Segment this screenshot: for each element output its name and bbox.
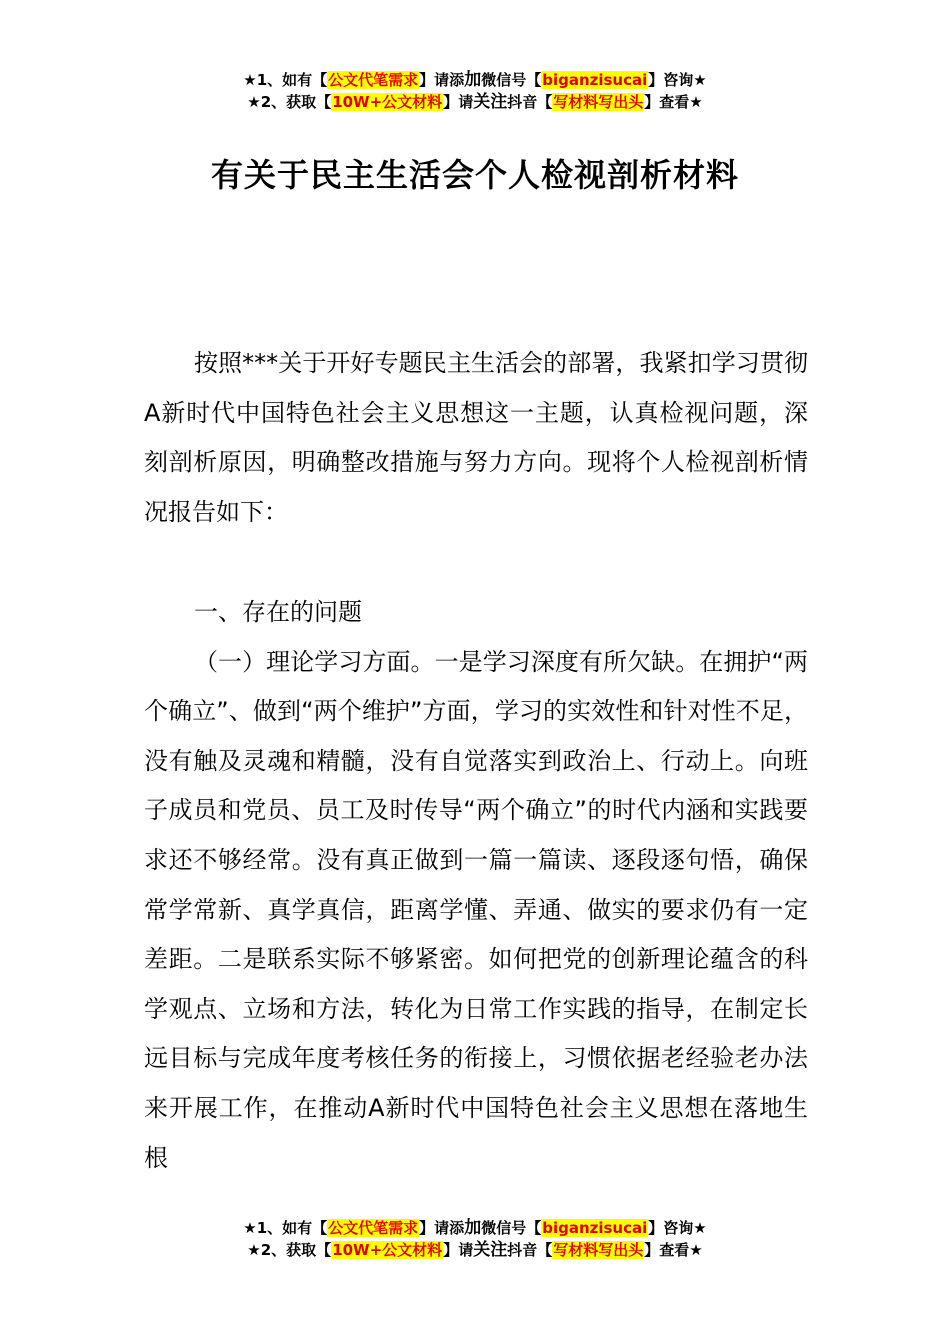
banner-line-1	[0, 1217, 950, 1239]
banner-text: 】请	[443, 1241, 474, 1259]
banner-text: 关注	[473, 1240, 508, 1260]
banner-line-2	[0, 1239, 950, 1261]
banner-highlight: 10W+公文材料	[332, 1241, 443, 1259]
document-title: 有关于民主生活会个人检视剖析材料	[210, 156, 739, 194]
banner-text: 】查看★	[644, 93, 703, 111]
banner-text: 加	[464, 70, 482, 90]
section-heading: 一、存在的问题	[194, 598, 362, 626]
banner-text: 】查看★	[644, 1241, 703, 1259]
banner-text: ★1、如有【	[243, 1219, 328, 1237]
banner-text: 加	[464, 1218, 482, 1238]
banner-text: 】咨询★	[648, 1219, 707, 1237]
banner-highlight: 写材料写出头	[553, 93, 644, 111]
banner-highlight: 写材料写出头	[553, 1241, 644, 1259]
section-1	[144, 588, 808, 1183]
footer-banner	[0, 1217, 950, 1261]
banner-text: ★1、如有【	[243, 71, 328, 89]
banner-highlight: biganzisucai	[542, 1219, 648, 1237]
banner-text: 】请添	[419, 71, 465, 89]
banner-line-2	[0, 91, 950, 113]
banner-highlight: biganzisucai	[542, 71, 648, 89]
intro-paragraph: 按照***关于开好专题民主生活会的部署，我紧扣学习贯彻A新时代中国特色社会主义思想这一主题，认真检视问题，深刻剖析原因，明确整改措施与努力方向。现将个人检视剖析情况报告如下：	[144, 349, 808, 526]
banner-text: 微信号【	[481, 1219, 542, 1237]
banner-text: 抖音【	[507, 93, 553, 111]
banner-highlight: 10W+公文材料	[332, 93, 443, 111]
banner-text: 】请添	[419, 1219, 465, 1237]
header-banner	[0, 69, 950, 113]
section-paragraph: （一）理论学习方面。一是学习深度有所欠缺。在拥护“两个确立”、做到“两个维护”方面，学习的实效性和针对性不足，没有触及灵魂和精髓，没有自觉落实到政治上、行动上。向班子成员和党员、员工及时传导“两个确立”的时代内涵和实践要求还不够经常。没有真正做到一篇一篇读、逐段逐句悟，确保常学常新、真学真信，距离学懂、弄通、做实的要求仍有一定差距。二是联系实际不够紧密。如何把党的创新理论蕴含的科学观点、立场和方法，转化为日常工作实践的指导，在制定长远目标与完成年度考核任务的衔接上，习惯依据老经验老办法来开展工作，在推动A新时代中国特色社会主义思想在落地生根	[144, 647, 808, 1172]
banner-text: 】咨询★	[648, 71, 707, 89]
banner-text: 】请	[443, 93, 474, 111]
banner-text: ★2、获取【	[247, 1241, 332, 1259]
banner-text: ★2、获取【	[247, 93, 332, 111]
banner-highlight: 公文代笔需求	[328, 1219, 419, 1237]
banner-text: 关注	[473, 92, 508, 112]
intro-section	[144, 339, 808, 537]
banner-highlight: 公文代笔需求	[328, 71, 419, 89]
banner-line-1	[0, 69, 950, 91]
banner-text: 微信号【	[481, 71, 542, 89]
banner-text: 抖音【	[507, 1241, 553, 1259]
